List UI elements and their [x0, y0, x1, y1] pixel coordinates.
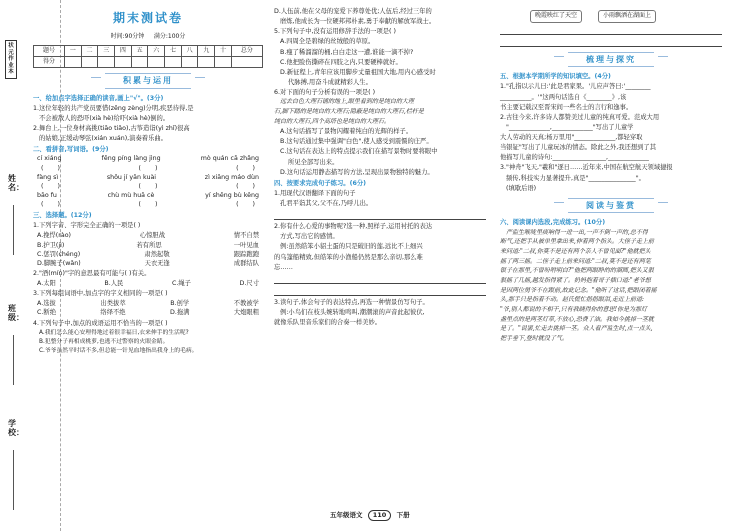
score-input-cell[interactable] — [64, 57, 81, 68]
score-header-cell: 九 — [198, 46, 215, 57]
question-5-title: 五、根据本学期所学的知识填空。(4分) — [500, 73, 611, 81]
pinyin-row-3: bāo fu chù mù huā cè yí shēng bù kěng — [37, 191, 259, 199]
q4-2-example: 的乌篷船精致,但皓笨的小渔船仍然是那么亲切,那么难 — [274, 253, 423, 261]
answer-line[interactable] — [500, 37, 722, 47]
q3-5: 5.下列句子中,没有运用修辞手法的一项是( ) — [274, 28, 396, 36]
question-6-title: 六、阅读课内选段,完成练习。(10分) — [500, 219, 606, 227]
q4-3-example: 例:小鸟们在枝头婉转地鸣叫,潮潮滚的声音此起彼伏, — [280, 308, 425, 316]
q1-line: 不会被敌人的恐吓(xià hè)给吓(xià hè)倒的。 — [39, 114, 170, 122]
score-header-cell: 题号 — [34, 46, 65, 57]
q3-5-option: 代脉搏,用奋斗成就精彩人生。 — [288, 78, 372, 86]
section-banner-explore: 梳理与探究 — [500, 52, 722, 68]
q3-6-option: 所见全部写出来。 — [288, 158, 339, 166]
score-input-cell[interactable] — [81, 57, 98, 68]
q3-4-option: D.人伍前,他在父母的宠爱下养尊处优;人伍后,经过三年的 — [274, 8, 432, 15]
fill-line-11: (填歇后语) — [506, 184, 537, 192]
score-header-cell: 五 — [131, 46, 148, 57]
score-value-row — [34, 57, 263, 68]
reading-passage-line: 把手垂下,登时就没了气。 — [500, 335, 568, 343]
score-input-cell[interactable] — [131, 57, 148, 68]
option-row: A.太阳 B.人民 C.绳子 D.尺寸 — [37, 280, 259, 288]
score-input-cell[interactable] — [98, 57, 115, 68]
option-row: D.脚腕子(wǎn) 天衣无逢 成群结队 — [37, 259, 259, 267]
reading-passage-line: 断气,还把手从被单里拿出来,伸着两个指头。大侄子走上前 — [500, 238, 654, 246]
page-footer: 五年级语文 110 下册 — [330, 510, 410, 521]
score-header-cell: 十 — [215, 46, 232, 57]
reading-passage-line: 摇了两三摇。二侄子走上前来问道:"二叔,莫不是还有两笔 — [500, 257, 651, 265]
score-header-row — [34, 46, 263, 57]
score-input-cell[interactable] — [148, 57, 165, 68]
score-input-cell[interactable] — [181, 57, 198, 68]
q1-line: 1.这位年轻的共产党员要惜(zēng zèng)分明,疾恶待得,是 — [33, 104, 194, 112]
reading-passage-line: 盏里点的是两茎灯草,不放心,恐费了油。我如今挑掉一茎就 — [500, 315, 654, 323]
q4-2-example: 忘…… — [274, 263, 293, 271]
section-banner-reading: 阅读与鉴赏 — [500, 198, 722, 214]
score-header-cell: 总分 — [231, 46, 262, 57]
fill-line-5: "_____________,_____________"写出了儿童学 — [506, 123, 634, 131]
q1-line: 的姑娘,正缓动琴弦(xián xuán),演奏着乐曲。 — [39, 135, 167, 143]
name-line — [13, 205, 14, 255]
fill-line-1: 1."孔指以示儿曰:'此是君家果。'儿应声答曰:'________ — [500, 83, 651, 91]
reading-passage-line: 是了。"说罢,忙走去挑掉一茎。众人看严监生时,点一点头, — [500, 325, 653, 333]
school-label: 学校： — [8, 419, 24, 437]
fill-line-10: 频传,科技实力显著提升,真是"_______________"。 — [506, 174, 645, 182]
page-number: 110 — [368, 510, 392, 521]
score-input-cell[interactable] — [231, 57, 262, 68]
scenario-tags — [530, 10, 722, 23]
scenario-tag: 晚霞映红了天空 — [530, 10, 582, 23]
score-label-cell: 得分 — [34, 57, 65, 68]
q3-4-option: C.爷爷虽然平时话不多,但总能一针见血地指出我身上的毛病。 — [39, 348, 198, 355]
exam-meta: 时间:90分钟 满分:100分 — [110, 33, 186, 41]
score-input-cell[interactable] — [165, 57, 182, 68]
score-header-cell: 三 — [98, 46, 115, 57]
class-line — [13, 335, 14, 385]
option-row: A.选拔 出类拔萃 B.创学 不教被学 — [37, 300, 259, 308]
q3-6-option: D.这句话运用静态描写的方法,呈现出景物独特的魅力。 — [280, 168, 434, 176]
q4-2-example: 例:虽然皓笨小貂土蛋的只是破旧的莲,远比不上细兴 — [280, 243, 423, 251]
score-header-cell: 二 — [81, 46, 98, 57]
scenario-tag: 小雨飘洒在湖面上 — [598, 10, 656, 23]
answer-line[interactable] — [274, 210, 486, 220]
q4-2: 2.你有什么心爱的事物呢?选一种,照样子,运用衬托的表达 — [274, 223, 433, 231]
page-title: 期末测试卷 — [112, 11, 183, 25]
answer-line[interactable] — [274, 274, 486, 284]
q3-3: 3.下列每组词语中,加点字的字义相同的一项是( ) — [33, 290, 168, 298]
option-row: B.护卫(jì) 若有所思 一叶见血 — [37, 241, 259, 249]
q3-4: 4.下列句子中,加点的成语运用不恰当的一项是( ) — [33, 319, 168, 327]
q1-line: 2.舞台上,一位身材高挑(tiāo tiǎo),古筝造诣(yì zhǐ)很高 — [33, 125, 190, 133]
middle-column — [274, 6, 486, 328]
reading-passage-line: 来问道:"二叔,你莫不是还有两个亲人不曾见面?"他就把头 — [500, 247, 651, 255]
reading-passage-line: 严监生喉咙里痰响得一进一出,一声不倒一声的,总不得 — [506, 228, 648, 236]
reading-passage-line: 狠摇了几摇,越发指得紧了。奶妈抱着哥子插口道:"老爷想 — [500, 276, 651, 284]
score-header-cell: 一 — [64, 46, 81, 57]
q4-1-sentence: 孔君平诣其父,父不在,乃呼儿出。 — [280, 200, 373, 208]
score-input-cell[interactable] — [215, 57, 232, 68]
score-input-cell[interactable] — [115, 57, 132, 68]
answer-brackets[interactable]: ( ) ( ) ( ) — [41, 182, 255, 190]
q3-2: 2."酒(mín)"字的意思最有可能与( )有关。 — [33, 269, 151, 277]
section-banner-accumulate: 积累与运用 — [33, 73, 263, 89]
q3-4-option: 磨炼,他成长为一位硬邦邦朴素,勇于奉献的解放军战士。 — [280, 18, 436, 26]
name-label: 姓名： — [8, 174, 24, 192]
fill-line-7: 当银钲"写出了儿童玩冰的情态。除此之外,我还想到了其 — [500, 144, 657, 152]
q3-5-option: C.他把脸伤撕碎在四肢之内,只要硬棒就好。 — [280, 58, 402, 66]
score-input-cell[interactable] — [198, 57, 215, 68]
q4-1: 1.用现代汉语翻译下面的句子 — [274, 189, 356, 197]
reading-passage-line: 是因两位舅爷不在跟前,故此记念。"他听了这话,把眼闭着摇 — [500, 286, 657, 294]
question-1-title: 一、给加点字选择正确的读音,画上"√"。(3分) — [33, 94, 164, 102]
q3-6-option: C.这句话在表达上的特点提示我们在描写景物时要将眼中 — [280, 148, 438, 156]
school-line — [13, 450, 14, 510]
pinyin-row-1: cí xiáng fēng píng làng jìng mò quán cā zhǎng — [37, 155, 259, 163]
answer-line[interactable] — [500, 25, 722, 35]
right-column — [500, 6, 722, 345]
question-4-title: 四、按要求完成句子练习。(6分) — [274, 179, 366, 187]
q3-1: 1.下列字音、字形完全正确的一项是( ) — [33, 222, 141, 230]
passage-line: 石,脚下踏的是纯白的大理石;隐蔽是纯白的大理石,栏杆是 — [274, 107, 424, 115]
q3-4-option: A.我们怎么能心安理得地过着很幸福日,衣来伸手的生活呢? — [39, 329, 189, 336]
option-row: C.惩罚(chéng) 肃然起敬 跟踪跑跑 — [37, 250, 259, 258]
q4-3: 3.读句子,体会句子的表达特点,再选一种情景仿写句子。 — [274, 298, 429, 306]
q3-6-option: A.这句话描写了景物闪耀着纯白的光辉的样子。 — [280, 128, 413, 136]
q4-3-example: 就像乐队里音乐家们的合奏一样美妙。 — [274, 319, 382, 327]
q4-2: 方式,写出它的感情。 — [280, 233, 339, 241]
answer-brackets[interactable]: ( ) ( ) ( ) — [41, 164, 255, 172]
pinyin-row-2: fàng sì shōu jí yān kuài zì xiāng máo dùn — [37, 173, 259, 181]
sidebar-brand: 状元作业本 — [5, 40, 17, 79]
fill-line-3: 书主要记载汉至晋宋间一些名士的言行和逸事。 — [500, 103, 633, 111]
q3-6: 6.对下面的句子分析有误的一项是( ) — [274, 89, 376, 96]
answer-line[interactable] — [274, 286, 486, 296]
score-header-cell: 六 — [148, 46, 165, 57]
question-3-title: 三、选择题。(12分) — [33, 212, 92, 220]
option-row: C.断绝 络绎不绝 D.拖满 大炮眼粗 — [37, 309, 259, 317]
score-table — [33, 45, 263, 68]
reading-passage-line: 银子在那里,不曾吩咐明白?"他把两眼睁的的溜圆,把头又狠 — [500, 267, 654, 275]
score-header-cell: 四 — [115, 46, 132, 57]
answer-brackets[interactable]: ( ) ( ) ( ) — [41, 201, 255, 209]
q3-6-option: B.这句话通过集中强调"白色",使人感受到震慑的庄严。 — [280, 138, 433, 146]
passage-line: 远去白色大理石铺的地上,眼里看到的是纯白的大理 — [280, 98, 414, 106]
option-row: A.挽悍(rào) 心惊胆战 情不自禁 — [37, 232, 259, 240]
q3-5-option: B.瘦了稀溜溜的桶,白白走这一遭,谁能一滴不掉? — [280, 48, 414, 56]
fill-line-6: 大人劳动的天真;杨万里用"_____________,都轻穿取 — [500, 134, 643, 142]
class-label: 班级： — [8, 304, 24, 322]
fill-line-2: __________。'"这两句话选自《________》,该 — [500, 93, 627, 101]
passage-line: 纯白的大理石,四个高塔也是纯白的大理石。 — [274, 117, 390, 125]
fill-line-8: 他描写儿童的诗句:_________________,_____________ — [500, 154, 649, 162]
reading-passage-line: "爷,别人都说的不相干,只有我晓得你的意思!你是为那灯 — [500, 306, 647, 313]
question-2-title: 二、看拼音,写词语。(9分) — [33, 146, 109, 154]
score-header-cell: 七 — [165, 46, 182, 57]
q3-4-option: B.犯整分子再相成桃萝,也逃不过警察的火眼金睛。 — [39, 339, 169, 346]
q3-5-option: D.新征程上,青年应该用脚步丈量祖国大地,用内心感受时 — [280, 68, 436, 76]
left-column — [33, 6, 263, 357]
q3-5-option: A.四周全是碧绿的丝绒般的草原。 — [280, 38, 375, 46]
fill-line-4: 2.古往今来,许多诗人都赞美过儿童的纯真可爱。范成大用 — [500, 113, 660, 121]
reading-passage-line: 头,那手只是指着不动。赵氏慌忙揩揩眼泪,走近上前道: — [500, 296, 644, 304]
fill-line-9: 3."神舟"飞天,"羲和"逐日……近年来,中国在航空航天领域捷报 — [500, 164, 673, 172]
score-header-cell: 八 — [181, 46, 198, 57]
